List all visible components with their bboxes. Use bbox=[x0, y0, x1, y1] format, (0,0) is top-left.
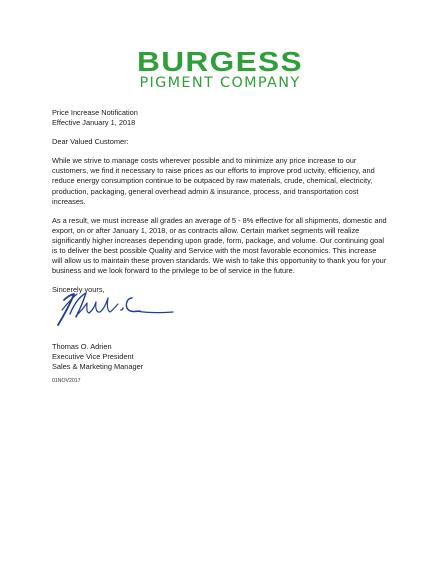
document-date-code: 01NOV2017 bbox=[52, 378, 81, 384]
letter-body bbox=[52, 108, 388, 295]
logo-company-name: BURGESS bbox=[137, 46, 303, 77]
signer-department: Sales & Marketing Manager bbox=[52, 362, 144, 372]
company-logo bbox=[0, 46, 440, 92]
letter-subject: Price Increase Notification bbox=[52, 108, 138, 117]
letter-closing: Sincerely yours, bbox=[52, 285, 105, 295]
logo-company-subtitle: PIGMENT COMPANY bbox=[139, 75, 301, 91]
handwritten-signature bbox=[50, 282, 180, 334]
letter-paragraph-1: While we strive to manage costs wherever possible and to minimize any price increase to our customers, we find it necessary to raise prices as our efforts to improve prod uctvity, efficiency, and reduce energy consumption continue to be outpaced by raw materials, crude, chemical, electricity, production, packaging, general overhead admin & insurance, process, and transportation cost increases. bbox=[52, 156, 375, 206]
letter-salutation: Dear Valued Customer: bbox=[52, 137, 129, 147]
signer-block bbox=[52, 342, 143, 372]
letter-effective-date: Effective January 1, 2018 bbox=[52, 118, 136, 128]
letter-paragraph-2: As a result, we must increase all grades an average of 5 - 8% effective for all shipments, domestic and export, on or after January 1, 2018, or as contracts allow. Certain market segments will realize significantly higher increases depending upon grade, form, package, and volume. Our continuing goal is to deliver the best possible Quality and Service with the most favorable economics. This increase will allow us to maintain these proven standards. We wish to take this opportunity to thank you for your business and we look forward to the privilege to be of service in the future. bbox=[52, 215, 387, 276]
signer-title: Executive Vice President bbox=[52, 352, 134, 362]
signer-name: Thomas O. Adrien bbox=[52, 342, 112, 351]
